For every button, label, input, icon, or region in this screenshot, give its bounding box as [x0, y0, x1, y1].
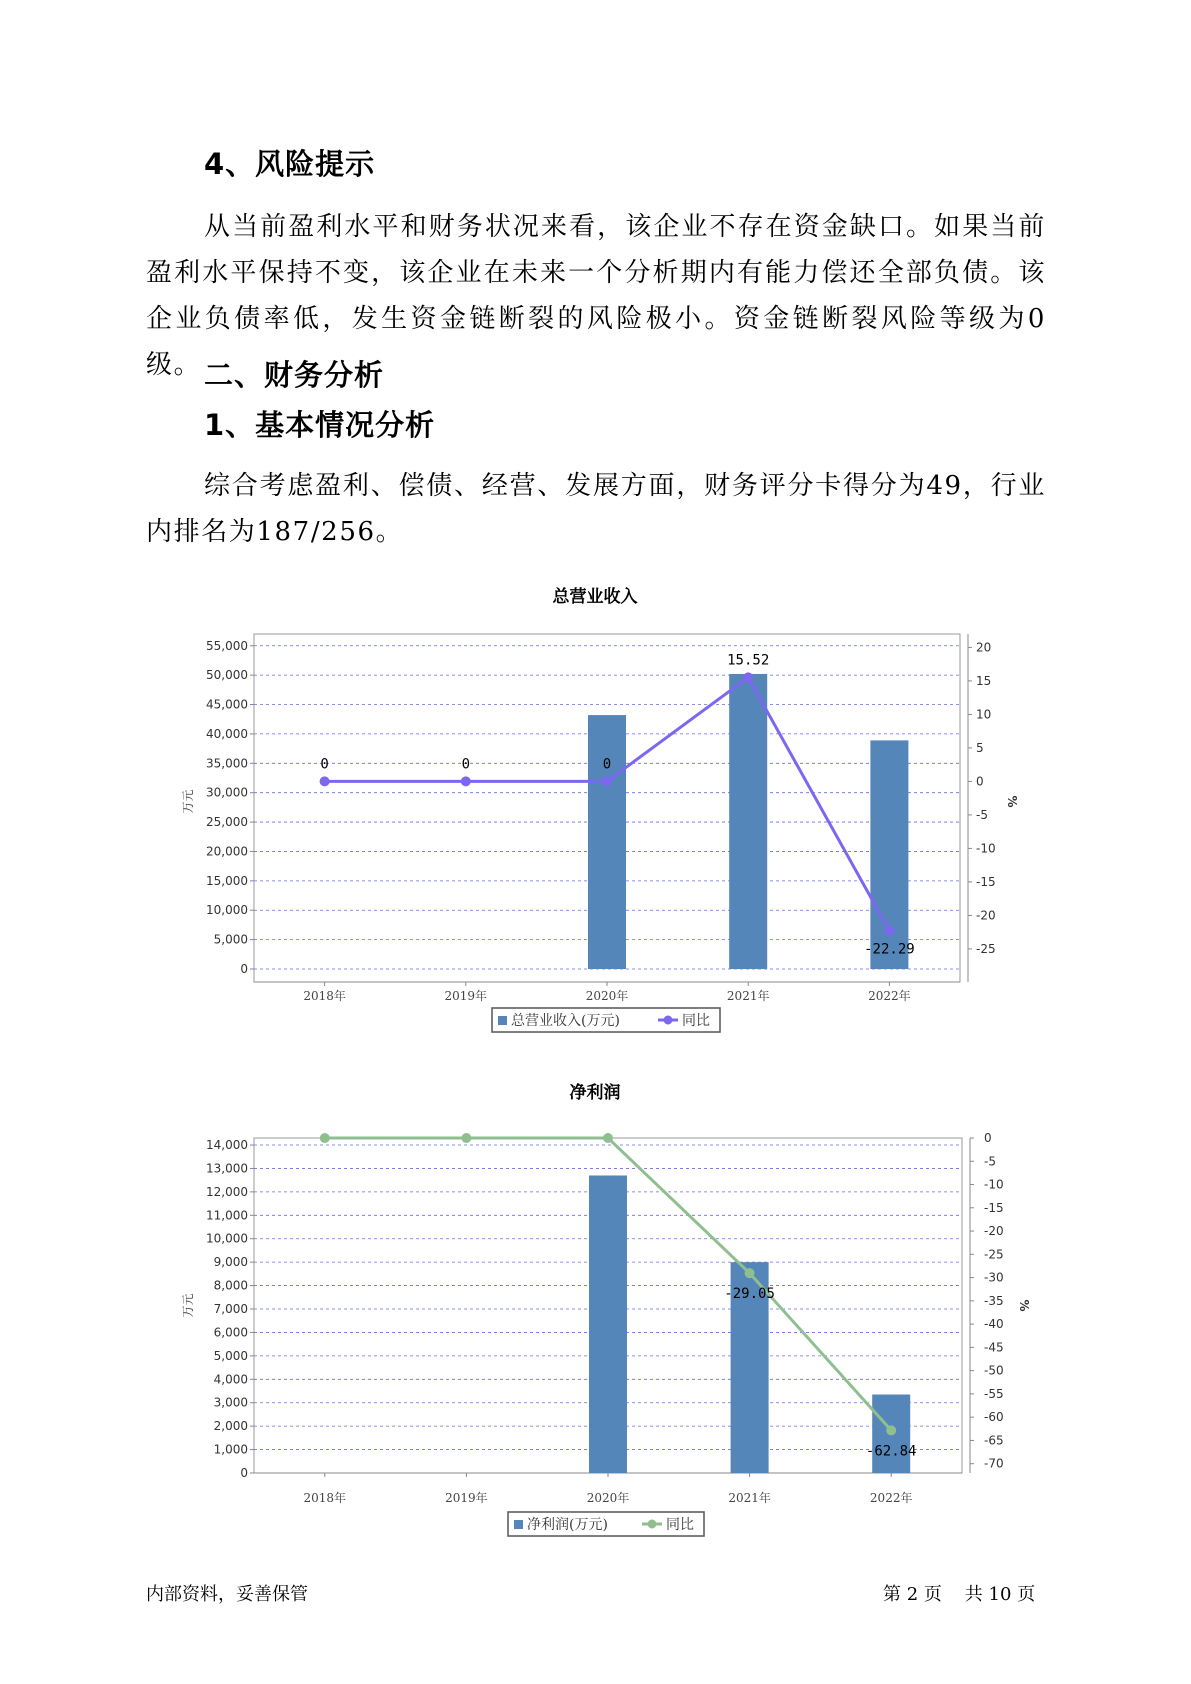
y-tick-label: 7,000 [213, 1302, 248, 1317]
y2-tick-label: -55 [984, 1386, 1004, 1401]
y2-tick-label: -60 [984, 1410, 1004, 1425]
y2-tick-label: 5 [976, 740, 984, 755]
series-point [461, 1133, 471, 1143]
y2-tick-label: -40 [984, 1317, 1004, 1332]
y-tick-label: 10,000 [206, 1231, 248, 1246]
risk-paragraph: 从当前盈利水平和财务状况来看，该企业不存在资金缺口。如果当前盈利水平保持不变，该企业在未来一个分析期内有能力偿还全部负债。该企业负债率低，发生资金链断裂的风险极小。资金链断裂风险等级为0级。 [146, 212, 1046, 380]
y2-tick-label: -5 [984, 1154, 996, 1169]
legend-bar-label: 总营业收入(万元) [511, 1013, 620, 1029]
y-axis-title: 万元 [181, 789, 195, 814]
legend-bar-label: 净利润(万元) [527, 1517, 608, 1533]
series-point [603, 1133, 613, 1143]
y-tick-label: 12,000 [206, 1184, 248, 1199]
y2-tick-label: -10 [976, 841, 996, 856]
data-label: 0 [320, 756, 329, 773]
y2-axis-title: % [1017, 1299, 1031, 1312]
data-label: 15.52 [727, 652, 770, 669]
y-tick-label: 5,000 [213, 932, 248, 947]
risk-heading: 4、风险提示 [204, 147, 376, 181]
legend-line-label: 同比 [666, 1517, 694, 1533]
series-point [745, 1268, 755, 1278]
footer-page-number [883, 1580, 1035, 1606]
y-tick-label: 8,000 [213, 1278, 248, 1293]
x-tick-label: 2019年 [445, 1491, 488, 1505]
y-tick-label: 4,000 [213, 1372, 248, 1387]
y2-tick-label: -15 [984, 1200, 1004, 1215]
y2-tick-label: -50 [984, 1363, 1004, 1378]
y-tick-label: 40,000 [206, 726, 248, 741]
page-mid: 页 共 [923, 1584, 983, 1605]
page-current: 2 [906, 1584, 919, 1605]
x-tick-label: 2020年 [585, 989, 629, 1003]
data-label: 0 [461, 756, 471, 773]
y2-tick-label: -45 [984, 1340, 1004, 1355]
y2-tick-label: 15 [976, 673, 992, 688]
x-tick-label: 2021年 [728, 1491, 771, 1505]
legend-bar-swatch [514, 1520, 523, 1529]
y2-tick-label: -20 [976, 908, 996, 923]
page-total: 10 [988, 1584, 1012, 1605]
y2-tick-label: -25 [984, 1247, 1004, 1262]
y2-tick-label: -25 [976, 941, 996, 956]
legend-line-marker [648, 1520, 657, 1529]
y-tick-label: 10,000 [206, 903, 248, 918]
y-tick-label: 5,000 [213, 1348, 248, 1363]
footer-confidential: 内部资料，妥善保管 [146, 1584, 308, 1605]
y-tick-label: 2,000 [213, 1419, 248, 1434]
y2-tick-label: -5 [976, 807, 988, 822]
x-tick-label: 2020年 [586, 1491, 630, 1505]
y2-tick-label: -15 [976, 874, 996, 889]
y-axis-title: 万元 [181, 1293, 195, 1318]
y-tick-label: 25,000 [206, 815, 248, 830]
y2-tick-label: -35 [984, 1293, 1004, 1308]
y2-tick-label: -70 [984, 1456, 1004, 1471]
profit-chart-title: 净利润 [569, 1083, 621, 1103]
series-point [320, 1133, 330, 1143]
legend-line-label: 同比 [682, 1013, 710, 1029]
finance-heading: 二、财务分析 [204, 358, 385, 392]
y-tick-label: 45,000 [206, 697, 248, 712]
y2-tick-label: 0 [976, 774, 984, 789]
data-label: 0 [602, 756, 612, 773]
y-tick-label: 3,000 [213, 1395, 248, 1410]
x-tick-label: 2019年 [444, 989, 488, 1003]
revenue-chart-title: 总营业收入 [552, 587, 638, 607]
y2-tick-label: -10 [984, 1177, 1004, 1192]
y2-tick-label: 10 [976, 707, 992, 722]
finance-paragraph: 综合考虑盈利、偿债、经营、发展方面，财务评分卡得分为49，行业内排名为187/256。 [146, 471, 1046, 547]
y-tick-label: 15,000 [206, 873, 248, 888]
y-tick-label: 20,000 [206, 844, 248, 859]
y-tick-label: 0 [240, 1466, 248, 1480]
x-tick-label: 2022年 [869, 1491, 913, 1505]
data-label: -22.29 [864, 941, 915, 958]
y-tick-label: 6,000 [213, 1325, 248, 1340]
y2-tick-label: -20 [984, 1224, 1004, 1239]
x-tick-label: 2021年 [726, 989, 770, 1003]
bar [589, 1175, 627, 1473]
y-tick-label: 11,000 [206, 1208, 248, 1223]
y2-tick-label: -65 [984, 1433, 1004, 1448]
basic-analysis-heading: 1、基本情况分析 [204, 408, 436, 442]
y-tick-label: 0 [240, 962, 248, 976]
y-tick-label: 55,000 [206, 638, 248, 653]
page-prefix: 第 [883, 1584, 901, 1605]
y-tick-label: 1,000 [213, 1442, 248, 1457]
y2-tick-label: 0 [984, 1131, 992, 1145]
y2-tick-label: 20 [976, 640, 992, 655]
y-tick-label: 30,000 [206, 785, 248, 800]
data-label: -29.05 [724, 1286, 775, 1303]
x-tick-label: 2022年 [868, 989, 911, 1003]
y-tick-label: 50,000 [206, 668, 248, 683]
y-tick-label: 14,000 [206, 1138, 248, 1153]
y2-tick-label: -30 [984, 1270, 1004, 1285]
data-label: -62.84 [865, 1443, 917, 1460]
page-suffix: 页 [1017, 1584, 1036, 1605]
y-tick-label: 35,000 [206, 756, 248, 771]
x-tick-label: 2018年 [303, 989, 346, 1003]
y-tick-label: 9,000 [213, 1255, 248, 1270]
series-point [886, 1425, 896, 1435]
x-tick-label: 2018年 [303, 1491, 347, 1505]
y-tick-label: 13,000 [206, 1161, 248, 1176]
y2-axis-title: % [1005, 795, 1019, 808]
